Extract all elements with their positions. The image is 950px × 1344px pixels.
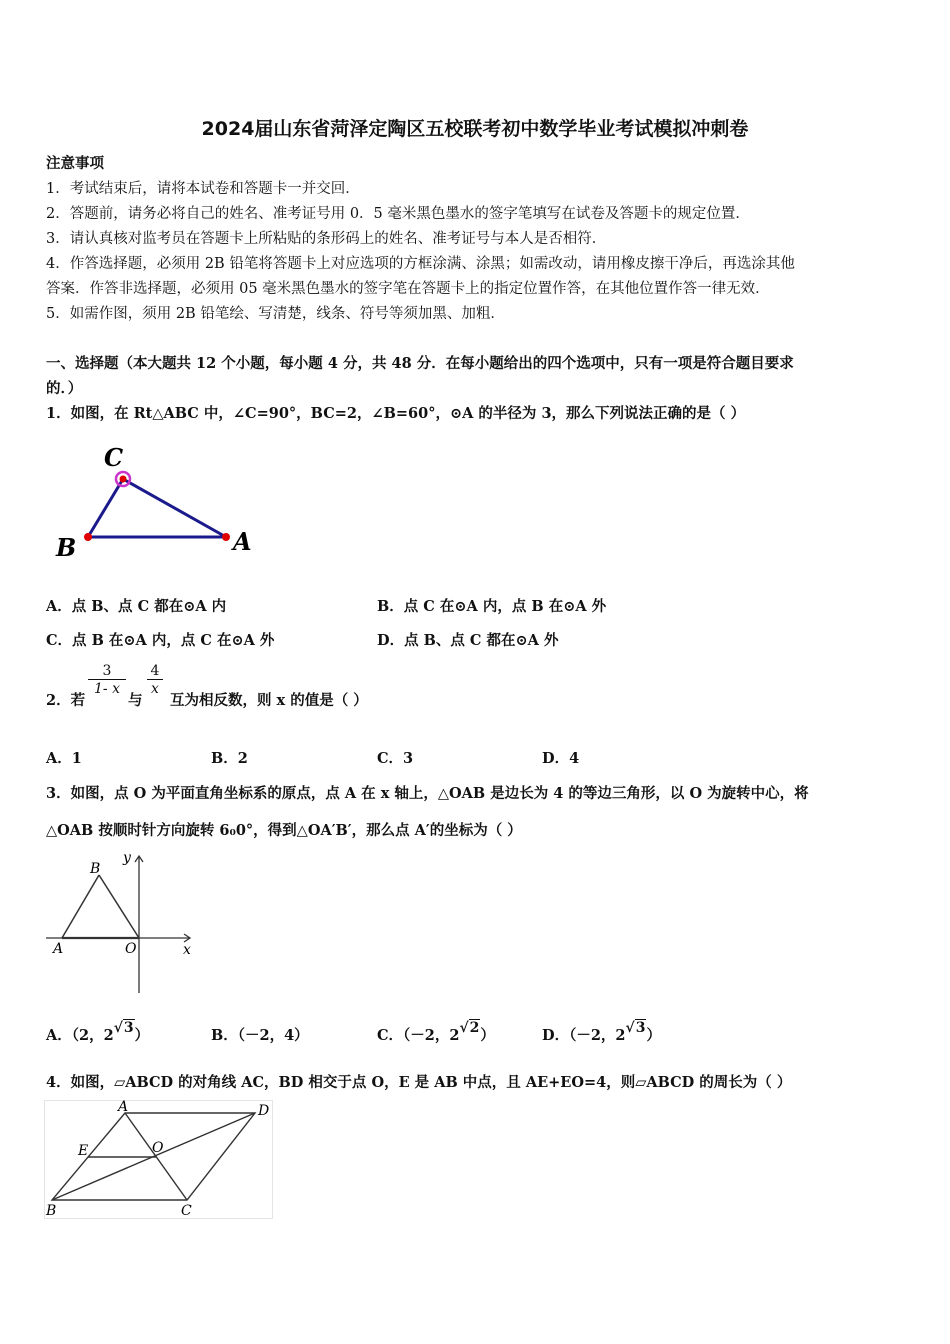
q3-option-a [46, 1020, 150, 1045]
sqrt-symbol: √3 [113, 1020, 134, 1036]
q2-fraction-1 [88, 663, 126, 697]
q3-option-d-close: ） [646, 1027, 661, 1044]
question-3-stem-cont: △OAB 按顺时针方向旋转 6₀0°，得到△OA′B′，那么点 A′的坐标为（ ） [46, 822, 522, 839]
q3-label-b: B [90, 861, 101, 877]
notice-item: 2．答题前，请务必将自己的姓名、准考证号用 0．5 毫米黑色墨水的签字笔填写在试卷及答题卡的规定位置． [46, 206, 750, 222]
q3-option-a-close: ） [134, 1027, 150, 1044]
notice-item: 3．请认真核对监考员在答题卡上所粘贴的条形码上的姓名、准考证号与本人是否相符． [46, 231, 607, 247]
q3-label-a: A [53, 941, 64, 957]
q3-option-a-text: A．（2，2 [46, 1027, 114, 1044]
q3-option-b: B．（－2，4） [211, 1027, 309, 1044]
question-2-prefix: 2．若 [46, 692, 86, 709]
q2-fraction-2-denominator: x [147, 679, 163, 697]
q3-option-c-text: C．（－2，2 [377, 1027, 460, 1044]
sqrt-symbol: √2 [459, 1020, 480, 1036]
q4-label-o: O [152, 1140, 164, 1156]
q2-option-b: B．2 [211, 750, 248, 767]
q3-option-a-radicand: 3 [123, 1020, 134, 1036]
q2-mid-text: 与 [128, 692, 143, 709]
q4-label-d: D [258, 1103, 270, 1119]
section-heading-cont: 的．） [46, 380, 83, 397]
section-heading: 一、选择题（本大题共 12 个小题，每小题 4 分，共 48 分．在每小题给出的四个选项中，只有一项是符合题目要求 [46, 355, 794, 372]
q3-coordinate-figure [44, 848, 200, 996]
question-1-stem: 1．如图，在 Rt△ABC 中，∠C=90°，BC=2，∠B=60°，⊙A 的半径为 3，那么下列说法正确的是（ ） [46, 405, 746, 422]
q3-option-c [377, 1020, 495, 1045]
page-title: 2024届山东省菏泽定陶区五校联考初中数学毕业考试模拟冲刺卷 [201, 118, 749, 140]
q2-fraction-2 [147, 663, 163, 697]
notice-item: 4．作答选择题，必须用 2B 铅笔将答题卡上对应选项的方框涂满、涂黑；如需改动，请用橡皮擦干净后，再选涂其他 [46, 256, 795, 272]
q1-label-c: C [104, 443, 124, 472]
q1-option-a: A．点 B、点 C 都在⊙A 内 [46, 598, 227, 615]
q3-option-d [542, 1020, 661, 1045]
q3-option-d-text: D．（－2，2 [542, 1027, 626, 1044]
question-3-stem: 3．如图，点 O 为平面直角坐标系的原点，点 A 在 x 轴上，△OAB 是边长为 4 的等边三角形，以 O 为旋转中心，将 [46, 785, 809, 802]
q1-option-d: D．点 B、点 C 都在⊙A 外 [377, 632, 559, 649]
notice-item: 答案．作答非选择题，必须用 05 毫米黑色墨水的签字笔在答题卡上的指定位置作答，在其他位置作答一律无效． [46, 281, 770, 297]
q2-fraction-2-numerator: 4 [150, 663, 160, 679]
q3-label-x: x [183, 942, 191, 958]
q1-label-b: B [56, 533, 77, 562]
sqrt-symbol: √3 [625, 1020, 646, 1036]
q4-parallelogram-figure [44, 1100, 276, 1222]
q2-option-d: D．4 [542, 750, 580, 767]
question-2-suffix: 互为相反数，则 x 的值是（ ） [170, 692, 368, 709]
q1-option-c: C．点 B 在⊙A 内，点 C 在⊙A 外 [46, 632, 275, 649]
q1-option-b: B．点 C 在⊙A 内，点 B 在⊙A 外 [377, 598, 607, 615]
q4-label-a: A [118, 1100, 129, 1115]
q2-fraction-1-numerator: 3 [102, 663, 112, 679]
notice-item: 5．如需作图，须用 2B 铅笔绘、写清楚，线条、符号等须加黑、加粗． [46, 306, 505, 322]
q3-label-y: y [123, 850, 131, 866]
notice-heading: 注意事项 [46, 155, 104, 172]
q4-label-e: E [78, 1143, 89, 1159]
q3-option-d-radicand: 3 [635, 1020, 646, 1036]
q3-option-c-close: ） [480, 1027, 495, 1044]
notice-item: 1．考试结束后，请将本试卷和答题卡一并交回． [46, 181, 360, 197]
q3-option-c-radicand: 2 [469, 1020, 480, 1036]
q1-label-a: A [233, 527, 252, 556]
question-4-stem: 4．如图，▱ABCD 的对角线 AC，BD 相交于点 O，E 是 AB 中点，且 AE+EO=4，则▱ABCD 的周长为（ ） [46, 1074, 792, 1091]
q4-label-c: C [181, 1203, 192, 1219]
q2-option-c: C．3 [377, 750, 414, 767]
q4-label-b: B [46, 1203, 57, 1219]
q3-label-o: O [125, 941, 137, 957]
q2-option-a: A．1 [46, 750, 82, 767]
q1-triangle-figure [50, 440, 270, 565]
q2-fraction-1-denominator: 1- x [88, 679, 126, 697]
